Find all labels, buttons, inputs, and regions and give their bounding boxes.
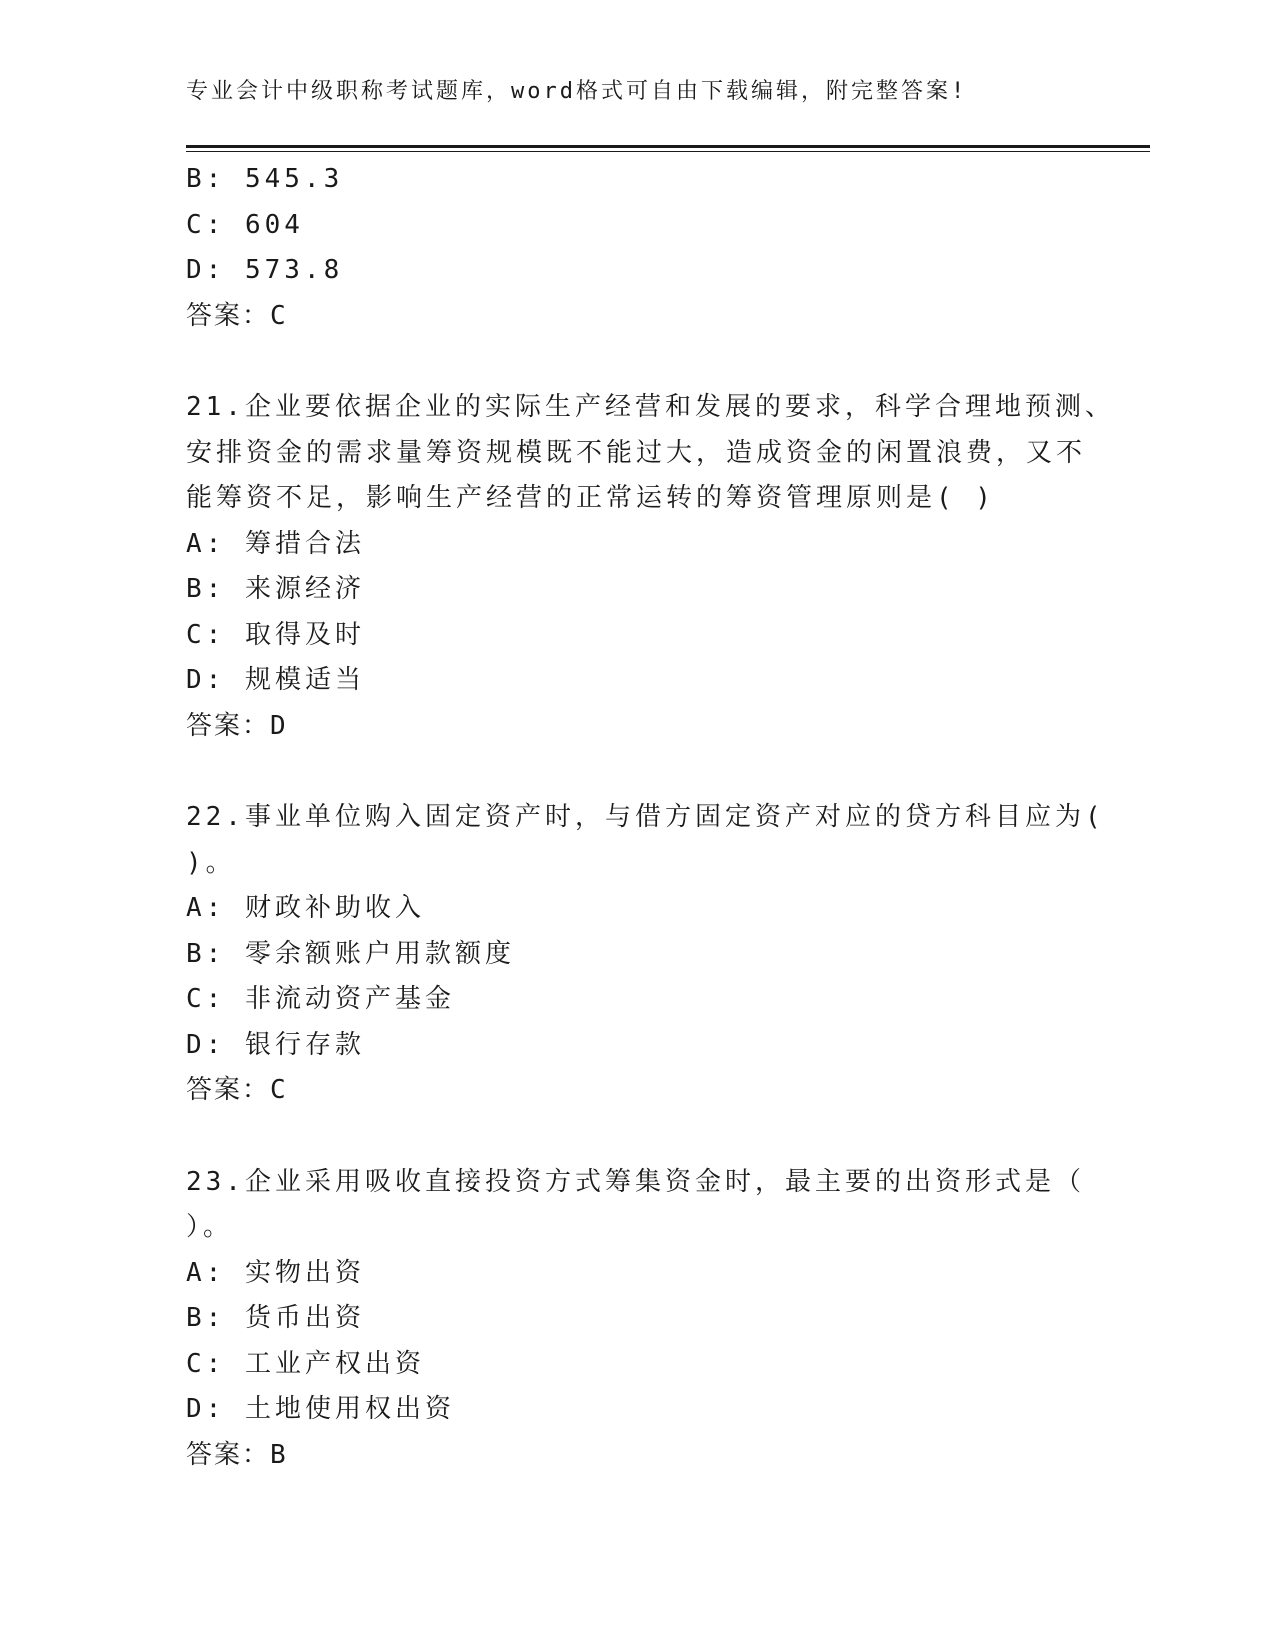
option-b: B: 货币出资 <box>186 1303 365 1333</box>
question-text-line: 22.事业单位购入固定资产时，与借方固定资产对应的贷方科目应为( <box>186 802 1105 832</box>
question-22 <box>186 795 1105 1114</box>
page-header-text: 专业会计中级职称考试题库，word格式可自由下载编辑，附完整答案! <box>186 79 968 104</box>
option-c: C: 604 <box>186 209 304 240</box>
answer-value: B <box>270 1439 288 1470</box>
answer-label: 答案： <box>186 710 271 741</box>
option-c: C: 非流动资产基金 <box>186 984 455 1014</box>
answer-line <box>186 1068 1086 1114</box>
question-content <box>186 157 1115 1478</box>
answer-line <box>186 294 1086 340</box>
question-text-line: 安排资金的需求量筹资规模既不能过大，造成资金的闲置浪费，又不 <box>186 437 1087 468</box>
option-d: D: 土地使用权出资 <box>186 1394 455 1424</box>
question-21 <box>186 385 1115 749</box>
option-c: C: 工业产权出资 <box>186 1348 425 1379</box>
option-c: C: 取得及时 <box>186 619 365 650</box>
question-23 <box>186 1160 1086 1479</box>
option-d: D: 银行存款 <box>186 1029 365 1060</box>
option-a: A: 实物出资 <box>186 1257 365 1288</box>
answer-value: C <box>270 300 288 331</box>
option-b: B: 零余额账户用款额度 <box>186 938 515 969</box>
previous-question-continuation <box>186 157 1086 339</box>
question-text-line: 23.企业采用吸收直接投资方式筹集资金时，最主要的出资形式是（ <box>186 1166 1085 1197</box>
header-rule-thick <box>186 145 1150 148</box>
question-text-line: ）。 <box>186 1212 234 1242</box>
option-a: A: 财政补助收入 <box>186 893 425 923</box>
question-text-line: )。 <box>186 847 236 878</box>
answer-label: 答案： <box>186 1439 271 1470</box>
option-d: D: 规模适当 <box>186 665 365 695</box>
option-b: B: 来源经济 <box>186 574 365 604</box>
answer-line <box>186 704 1086 750</box>
answer-label: 答案： <box>186 300 271 331</box>
answer-value: D <box>270 710 288 741</box>
header-rule-thin <box>186 151 1150 152</box>
answer-value: C <box>270 1075 288 1105</box>
answer-line <box>186 1433 1086 1479</box>
option-a: A: 筹措合法 <box>186 528 365 559</box>
option-d: D: 573.8 <box>186 255 344 285</box>
question-text-line: 能筹资不足，影响生产经营的正常运转的筹资管理原则是( ) <box>186 483 995 513</box>
answer-label: 答案： <box>186 1075 271 1105</box>
option-b: B: 545.3 <box>186 164 344 194</box>
question-text-line: 21.企业要依据企业的实际生产经营和发展的要求，科学合理地预测、 <box>186 392 1115 422</box>
